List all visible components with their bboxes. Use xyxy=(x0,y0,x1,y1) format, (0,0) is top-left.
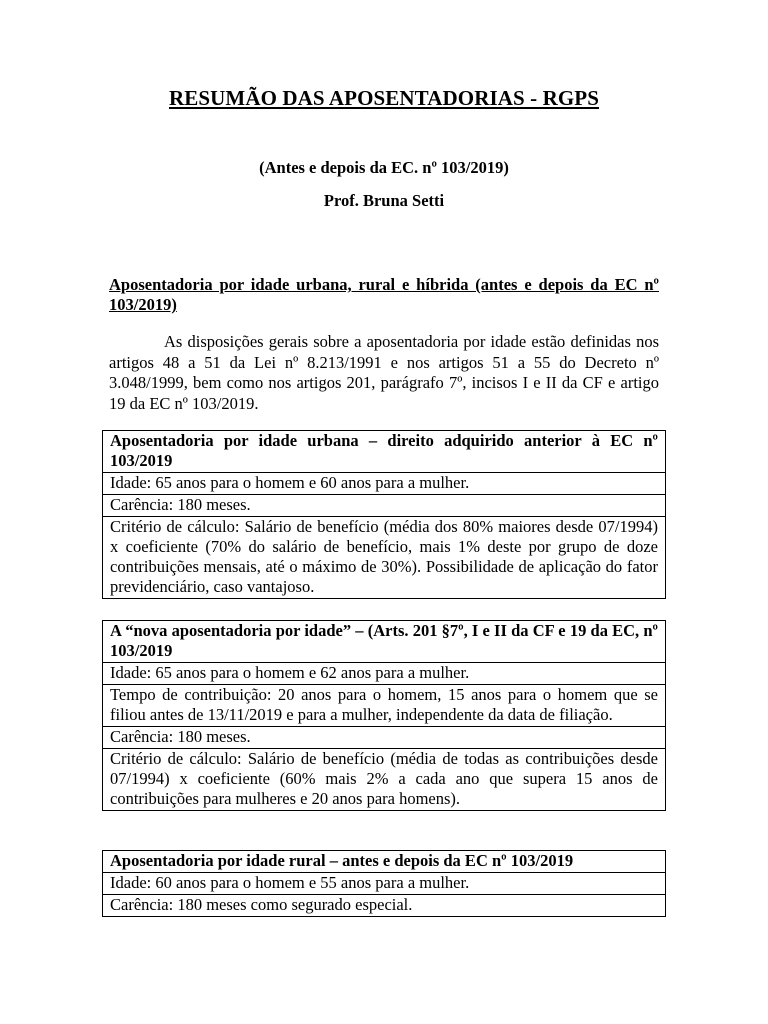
table-row: Critério de cálculo: Salário de benefício (média dos 80% maiores desde 07/1994) x coeficiente (70% do salário de benefício, mais 1% deste por grupo de doze contribuições mensais, até o máximo de 30%). Possibilidade de aplicação do fator previdenciário, caso vantajoso. xyxy=(103,517,666,599)
table-row: Idade: 65 anos para o homem e 60 anos para a mulher. xyxy=(103,473,666,495)
table-idade-rural xyxy=(102,850,666,917)
document-title: RESUMÃO DAS APOSENTADORIAS - RGPS xyxy=(169,86,599,110)
table-idade-urbana-direito-adquirido xyxy=(102,430,666,599)
table-nova-aposentadoria-por-idade xyxy=(102,620,666,811)
table-row: Idade: 65 anos para o homem e 62 anos para a mulher. xyxy=(103,663,666,685)
table-row: Tempo de contribuição: 20 anos para o homem, 15 anos para o homem que se filiou antes de 13/11/2019 e para a mulher, independente da data de filiação. xyxy=(103,685,666,727)
table-row: Carência: 180 meses. xyxy=(103,727,666,749)
table-header: Aposentadoria por idade rural – antes e depois da EC nº 103/2019 xyxy=(103,851,666,873)
document-author: Prof. Bruna Setti xyxy=(323,191,445,210)
table-row: Critério de cálculo: Salário de benefício (média de todas as contribuições desde 07/1994) x coeficiente (60% mais 2% a cada ano que supera 15 anos de contribuições para mulheres e 20 anos para homens). xyxy=(103,749,666,811)
page-cutoff xyxy=(0,918,768,1024)
section-heading: Aposentadoria por idade urbana, rural e híbrida (antes e depois da EC nº 103/2019) xyxy=(109,275,659,314)
section-intro-paragraph: As disposições gerais sobre a aposentadoria por idade estão definidas nos artigos 48 a 51 da Lei nº 8.213/1991 e nos artigos 51 a 55 do Decreto nº 3.048/1999, bem como nos artigos 201, parágrafo 7º, incisos I e II da CF e artigo 19 da EC nº 103/2019. xyxy=(109,332,659,413)
table-header: A “nova aposentadoria por idade” – (Arts. 201 §7º, I e II da CF e 19 da EC, nº 103/2019 xyxy=(103,621,666,663)
document-subtitle: (Antes e depois da EC. nº 103/2019) xyxy=(259,158,509,177)
table-header: Aposentadoria por idade urbana – direito adquirido anterior à EC nº 103/2019 xyxy=(103,431,666,473)
table-row: Idade: 60 anos para o homem e 55 anos para a mulher. xyxy=(103,873,666,895)
table-row: Carência: 180 meses. xyxy=(103,495,666,517)
table-row: Carência: 180 meses como segurado especial. xyxy=(103,895,666,917)
